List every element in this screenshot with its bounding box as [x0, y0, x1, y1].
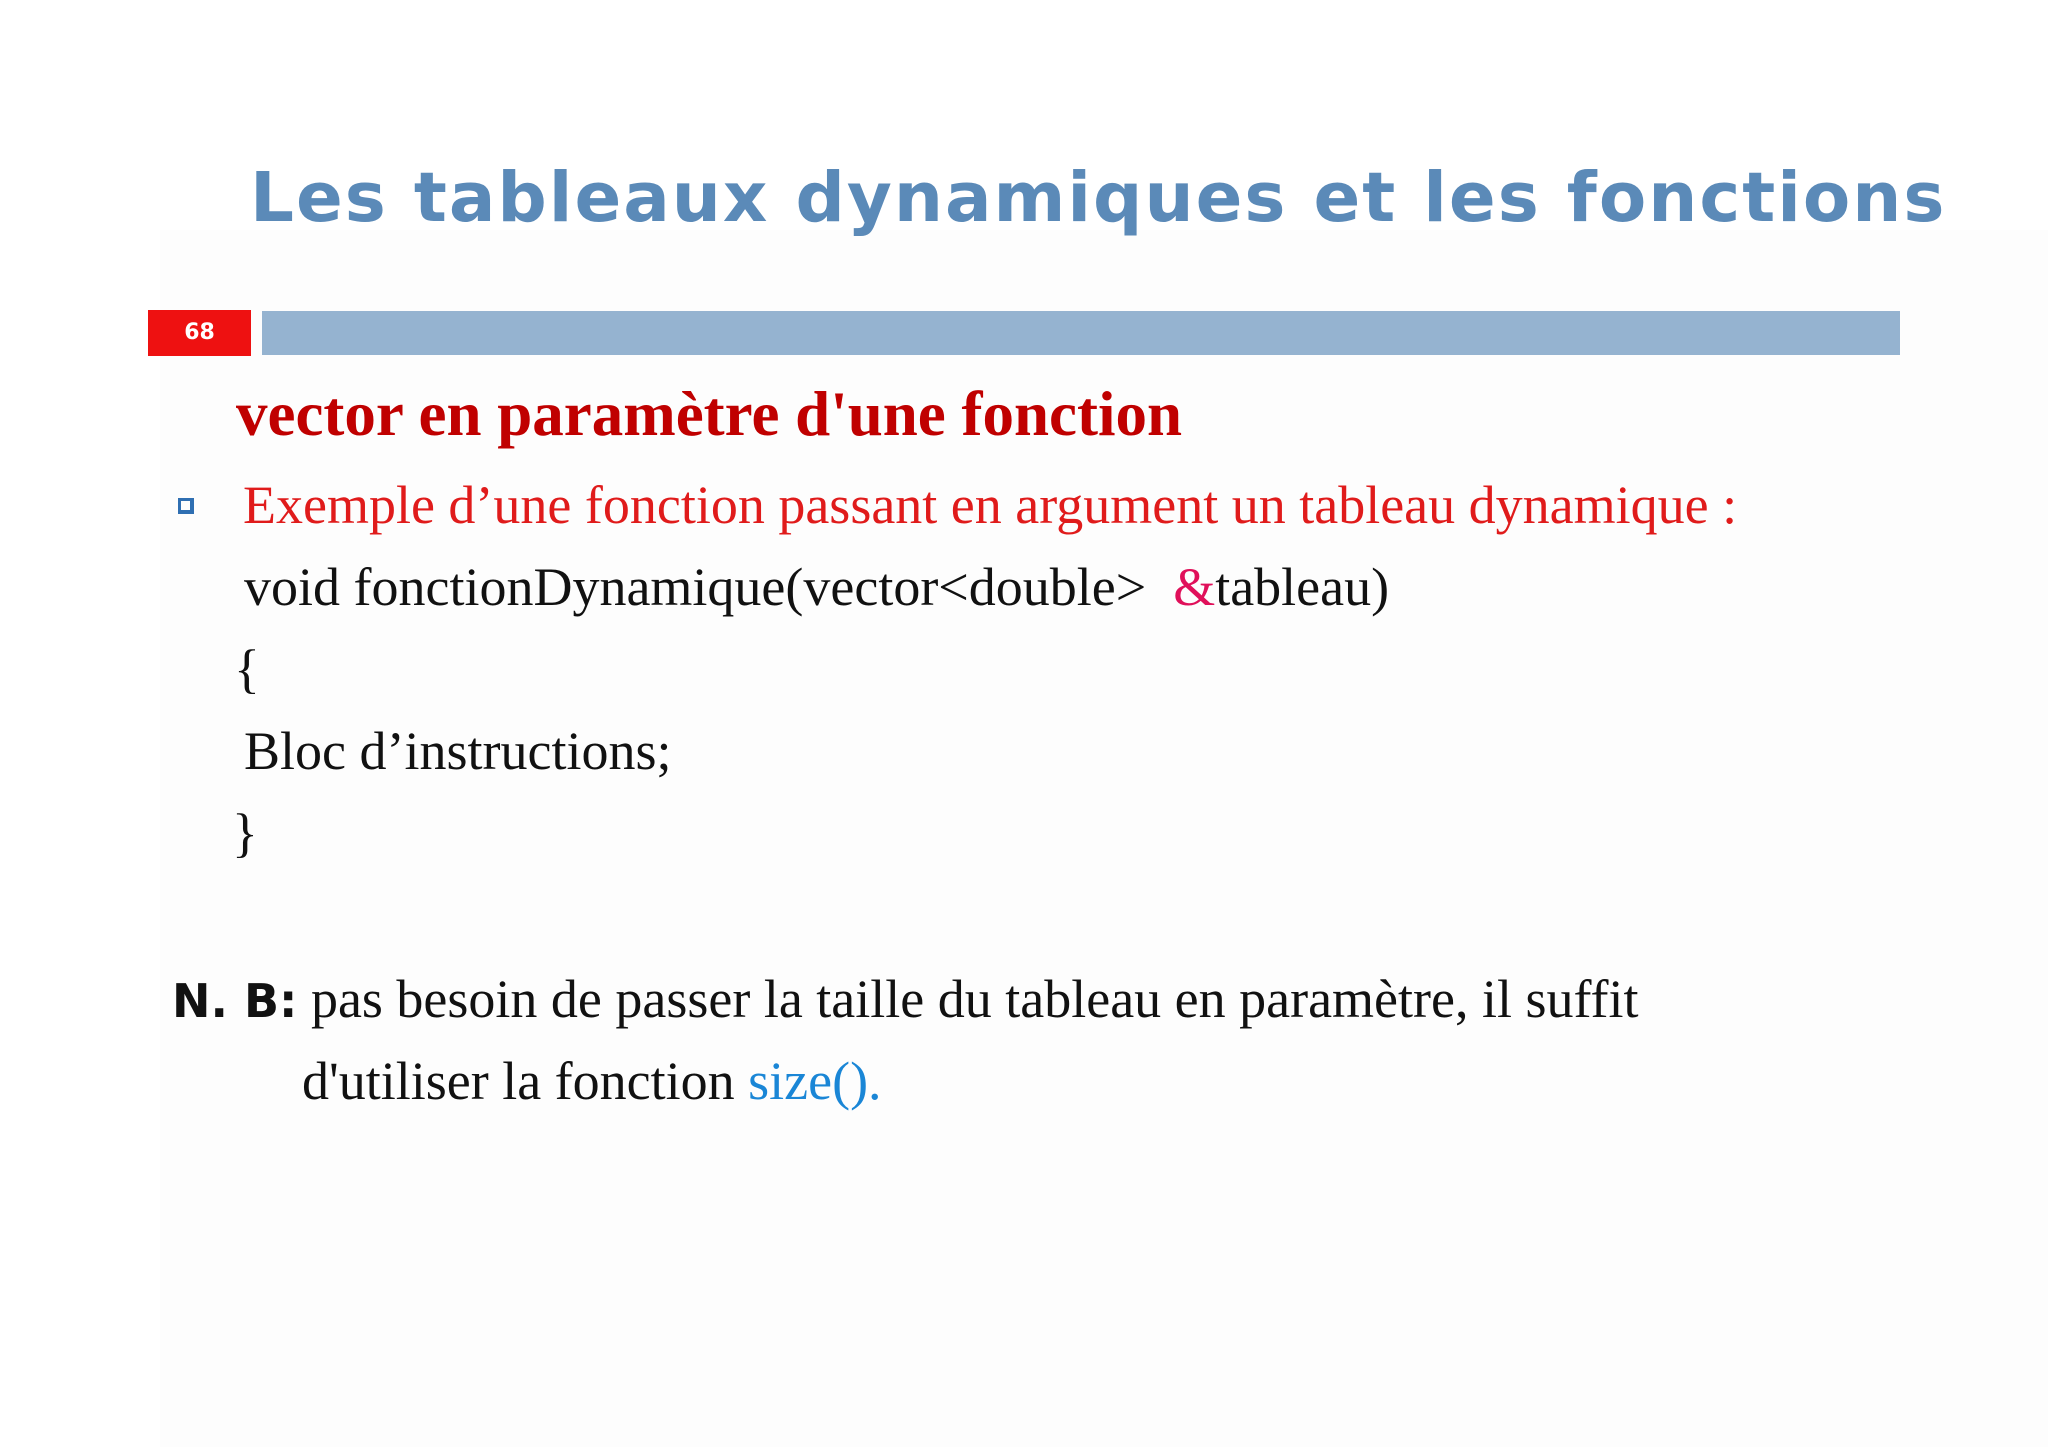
code-ampersand: & — [1173, 557, 1216, 617]
note-text-2: d'utiliser la fonction — [302, 1051, 749, 1111]
code-open-brace: { — [234, 639, 260, 699]
section-subtitle: vector en paramètre d'une fonction — [236, 379, 1183, 449]
square-bullet-icon — [178, 498, 194, 514]
code-body: Bloc d’instructions; — [244, 721, 672, 781]
note-label: N. B: — [172, 974, 298, 1028]
note-line-2 — [302, 1051, 882, 1111]
title-divider-bar — [262, 311, 1900, 355]
code-signature-start: void fonctionDynamique(vector<double> — [244, 557, 1174, 617]
code-signature — [244, 557, 1390, 617]
page-number-badge: 68 — [148, 310, 251, 356]
note-line-1 — [172, 969, 1639, 1029]
note-text-1: pas besoin de passer la taille du tableau en paramètre, il suffit — [310, 969, 1639, 1029]
slide-title: Les tableaux dynamiques et les fonctions — [250, 158, 1947, 238]
bullet-text: Exemple d’une fonction passant en argument un tableau dynamique : — [243, 475, 1738, 535]
code-close-brace: } — [232, 803, 258, 863]
code-signature-end: tableau) — [1215, 557, 1390, 617]
note-highlight: size(). — [748, 1051, 882, 1111]
